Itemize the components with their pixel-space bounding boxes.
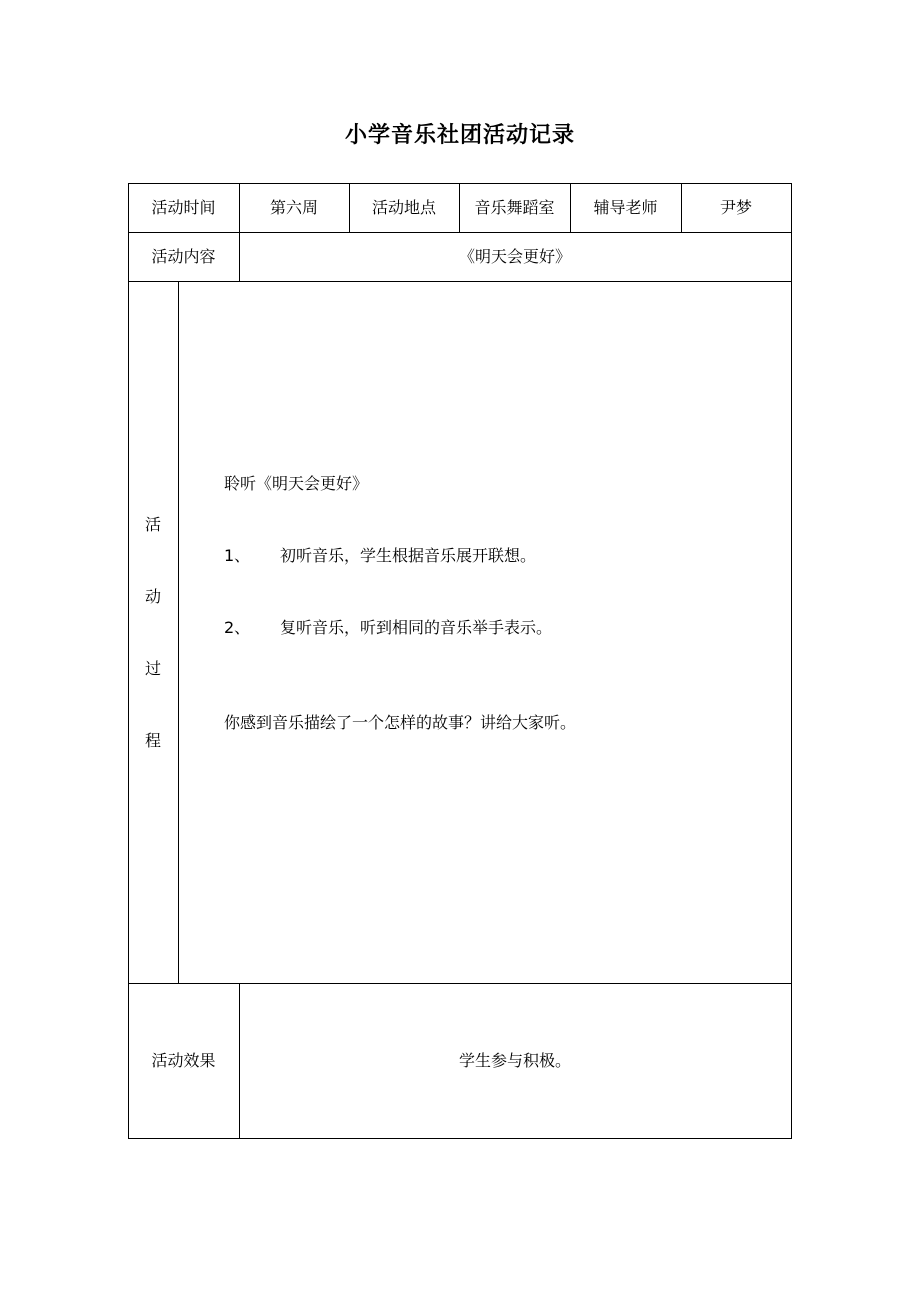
process-label-char-2: 动 (144, 587, 161, 606)
row-divider-1 (128, 232, 792, 233)
page-title: 小学音乐社团活动记录 (344, 123, 575, 148)
row-divider-3 (128, 983, 792, 984)
activity-content-label: 活动内容 (151, 247, 216, 266)
activity-place-label: 活动地点 (371, 198, 436, 217)
activity-time-value: 第六周 (269, 198, 318, 217)
teacher-label: 辅导老师 (593, 198, 658, 217)
step-2-text: 复听音乐，听到相同的音乐举手表示。 (280, 618, 553, 637)
row-divider-2 (128, 281, 792, 282)
activity-effect-label: 活动效果 (151, 1051, 216, 1070)
teacher-value: 尹梦 (719, 198, 752, 217)
process-label-char-3: 过 (144, 659, 161, 678)
activity-place-value: 音乐舞蹈室 (474, 198, 555, 217)
process-label-char-1: 活 (144, 515, 161, 534)
process-step-2 (224, 618, 552, 638)
table-border-right (791, 183, 792, 1139)
step-1-number: 1、 (224, 546, 251, 565)
process-label-char-4: 程 (144, 731, 161, 750)
activity-effect-value: 学生参与积极。 (458, 1051, 571, 1070)
step-2-number: 2、 (224, 618, 251, 637)
table-border-top (128, 183, 792, 184)
process-intro: 聆听《明天会更好》 (224, 474, 369, 493)
col-divider-r3 (178, 281, 179, 983)
activity-content-value: 《明天会更好》 (458, 247, 571, 266)
step-1-text: 初听音乐，学生根据音乐展开联想。 (280, 546, 537, 565)
process-step-1 (224, 546, 536, 566)
table-border-bottom (128, 1138, 792, 1139)
activity-time-label: 活动时间 (151, 198, 216, 217)
process-question: 你感到音乐描绘了一个怎样的故事？讲给大家听。 (224, 713, 577, 732)
